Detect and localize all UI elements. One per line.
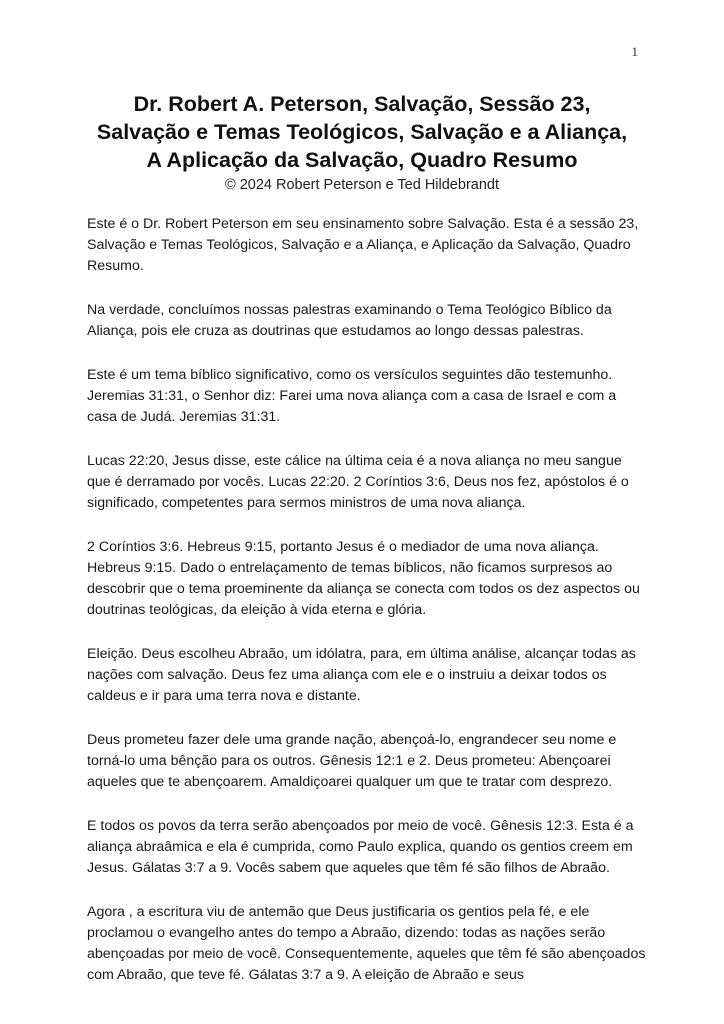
- title-line: Dr. Robert A. Peterson, Salvação, Sessão 23,: [133, 92, 591, 116]
- copyright-line: © 2024 Robert Peterson e Ted Hildebrandt: [224, 177, 499, 193]
- paragraph: 2 Coríntios 3:6. Hebreus 9:15, portanto Jesus é o mediador de uma nova aliança. Hebreus 9:15. Dado o entrelaçamento de temas bíblicos, não ficamos surpresos ao descobrir que o tema proeminente da aliança se conecta com todos os dez aspectos ou doutrinas teológicas, da eleição à vida eterna e glória.: [87, 539, 640, 618]
- title-block: [60, 90, 664, 194]
- paragraph: Lucas 22:20, Jesus disse, este cálice na última ceia é a nova aliança no meu sangue que é derramado por vocês. Lucas 22:20. 2 Coríntios 3:6, Deus nos fez, apóstolos é o significado, competentes para sermos ministros de uma nova aliança.: [87, 453, 629, 511]
- title-line: A Aplicação da Salvação, Quadro Resumo: [146, 148, 578, 172]
- body-text: [87, 214, 647, 1009]
- title-line: Salvação e Temas Teológicos, Salvação e a Aliança,: [96, 120, 628, 144]
- paragraph: Deus prometeu fazer dele uma grande nação, abençoá-lo, engrandecer seu nome e torná-lo uma bênção para os outros. Gênesis 12:1 e 2. Deus prometeu: Abençoarei aqueles que te abençoarem. Amaldiçoarei qualquer um que te tratar com desprezo.: [87, 732, 617, 790]
- paragraph: Este é um tema bíblico significativo, como os versículos seguintes dão testemunho. Jeremias 31:31, o Senhor diz: Farei uma nova aliança com a casa de Israel e com a casa de Judá. Jeremias 31:31.: [87, 367, 617, 425]
- paragraph: Eleição. Deus escolheu Abraão, um idólatra, para, em última análise, alcançar todas as nações com salvação. Deus fez uma aliança com ele e o instruiu a deixar todos os caldeus e ir para uma terra nova e distante.: [87, 646, 636, 704]
- paragraph: Na verdade, concluímos nossas palestras examinando o Tema Teológico Bíblico da Aliança, pois ele cruza as doutrinas que estudamos ao longo dessas palestras.: [87, 302, 612, 339]
- document-title: [60, 90, 664, 174]
- page-number: 1: [631, 44, 638, 59]
- paragraph: E todos os povos da terra serão abençoados por meio de você. Gênesis 12:3. Esta é a aliança abraâmica e ela é cumprida, como Paulo explica, quando os gentios creem em Jesus. Gálatas 3:7 a 9. Vocês sabem que aqueles que têm fé são filhos de Abraão.: [87, 818, 634, 876]
- paragraph: Agora , a escritura viu de antemão que Deus justificaria os gentios pela fé, e ele proclamou o evangelho antes do tempo a Abraão, dizendo: todas as nações serão abençoadas por meio de você. Consequentemente, aqueles que têm fé são abençoados com Abraão, que teve fé. Gálatas 3:7 a 9. A eleição de Abraão e seus: [87, 904, 646, 983]
- paragraph: Este é o Dr. Robert Peterson em seu ensinamento sobre Salvação. Esta é a sessão 23, Salvação e Temas Teológicos, Salvação e a Aliança, e Aplicação da Salvação, Quadro Resumo.: [87, 216, 639, 274]
